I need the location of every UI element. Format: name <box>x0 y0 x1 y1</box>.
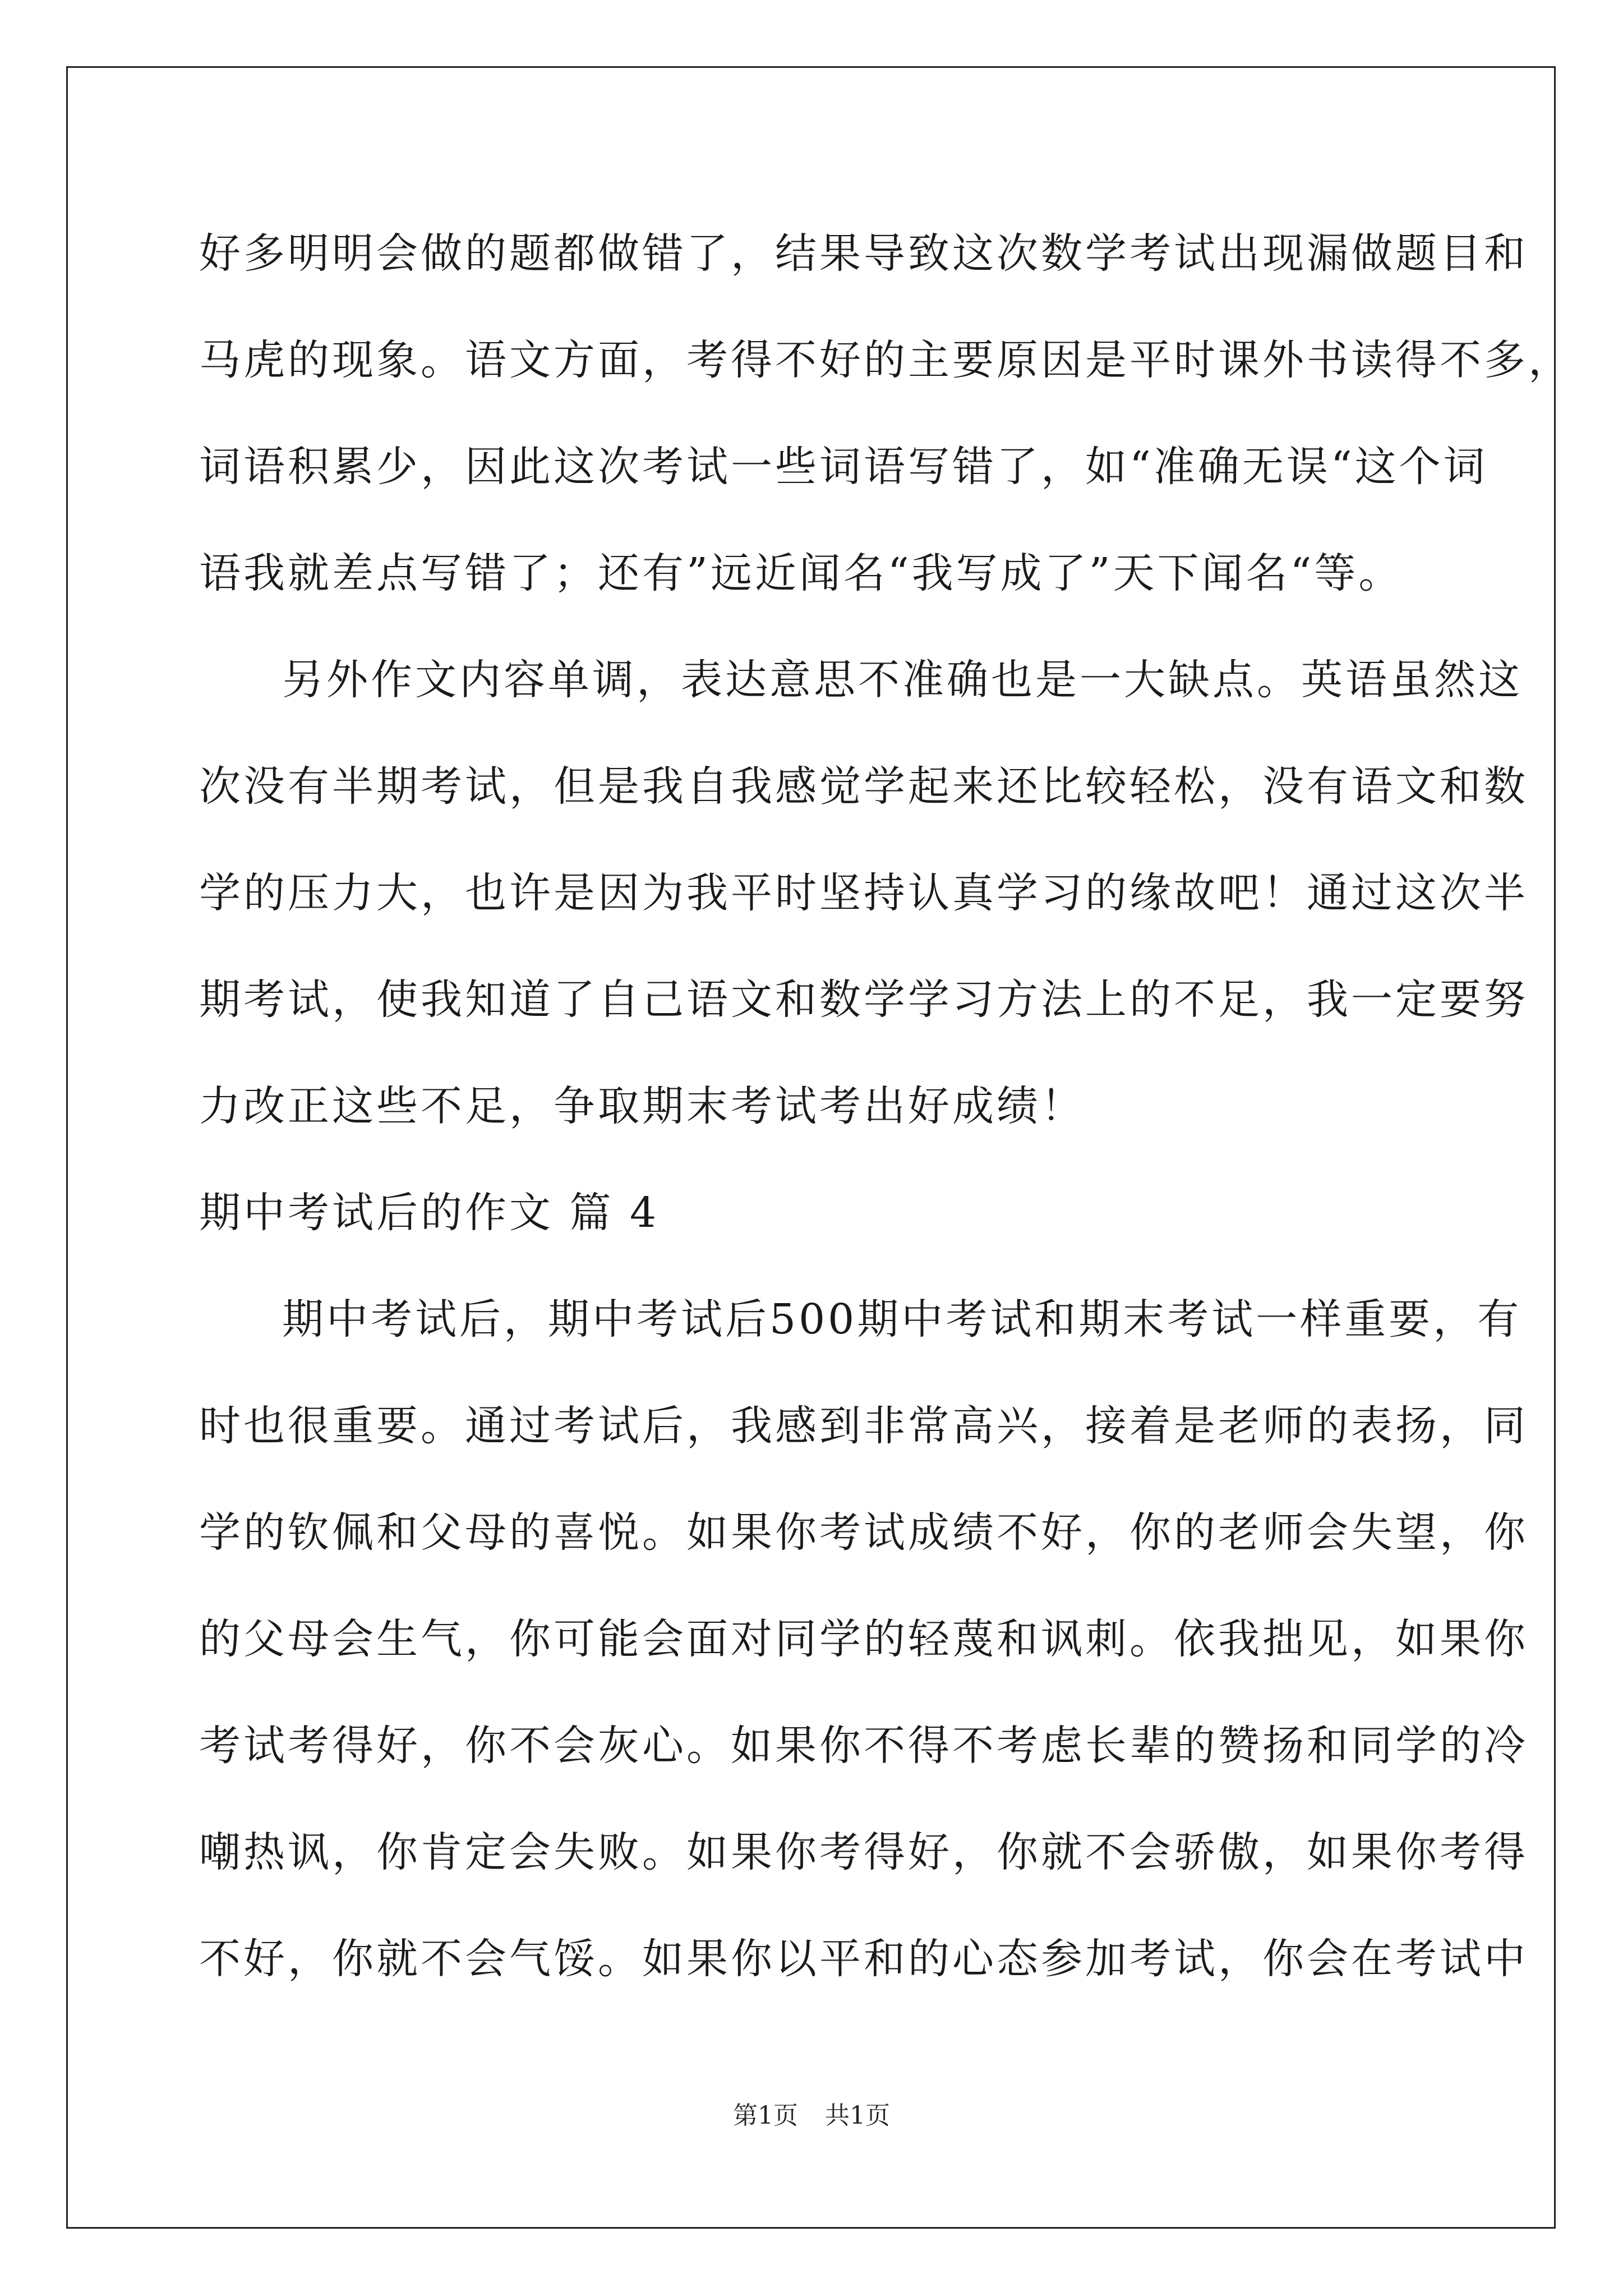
paragraph-line: 期中考试后，期中考试后500期中考试和期末考试一样重要，有 <box>282 1295 1522 1343</box>
paragraph-line: 语我就差点写错了；还有”远近闻名“我写成了”天下闻名“等。 <box>199 549 1403 597</box>
document-body <box>199 200 1573 2012</box>
paragraph-line: 期考试，使我知道了自己语文和数学学习方法上的不足，我一定要努 <box>199 976 1528 1024</box>
paragraph-line: 考试考得好，你不会灰心。如果你不得不考虑长辈的赞扬和同学的冷 <box>199 1722 1528 1770</box>
paragraph-line: 学的压力大，也许是因为我平时坚持认真学习的缘故吧！通过这次半 <box>199 869 1528 917</box>
section-heading: 期中考试后的作文 篇 4 <box>199 1189 660 1237</box>
page-number: 第1页 <box>733 2101 798 2130</box>
paragraph-line: 的父母会生气，你可能会面对同学的轻蔑和讽刺。依我拙见，如果你 <box>199 1615 1528 1663</box>
paragraph-line: 好多明明会做的题都做错了，结果导致这次数学考试出现漏做题目和 <box>199 229 1528 278</box>
page-footer <box>0 2095 1623 2131</box>
paragraph-line: 马虎的现象。语文方面，考得不好的主要原因是平时课外书读得不多， <box>199 336 1573 384</box>
paragraph-line: 时也很重要。通过考试后，我感到非常高兴，接着是老师的表扬，同 <box>199 1402 1528 1450</box>
paragraph-line: 学的钦佩和父母的喜悦。如果你考试成绩不好，你的老师会失望，你 <box>199 1508 1528 1557</box>
paragraph-line: 次没有半期考试，但是我自我感觉学起来还比较轻松，没有语文和数 <box>199 762 1528 811</box>
paragraph-line: 另外作文内容单调，表达意思不准确也是一大缺点。英语虽然这 <box>282 656 1523 704</box>
paragraph-line: 嘲热讽，你肯定会失败。如果你考得好，你就不会骄傲，如果你考得 <box>199 1828 1528 1876</box>
paragraph-line: 不好，你就不会气馁。如果你以平和的心态参加考试，你会在考试中 <box>199 1935 1528 1983</box>
paragraph-line: 词语积累少，因此这次考试一些词语写错了，如“准确无误“这个词 <box>199 443 1488 491</box>
paragraph-line: 力改正这些不足，争取期末考试考出好成绩！ <box>199 1082 1085 1130</box>
page-total: 共1页 <box>825 2101 890 2130</box>
